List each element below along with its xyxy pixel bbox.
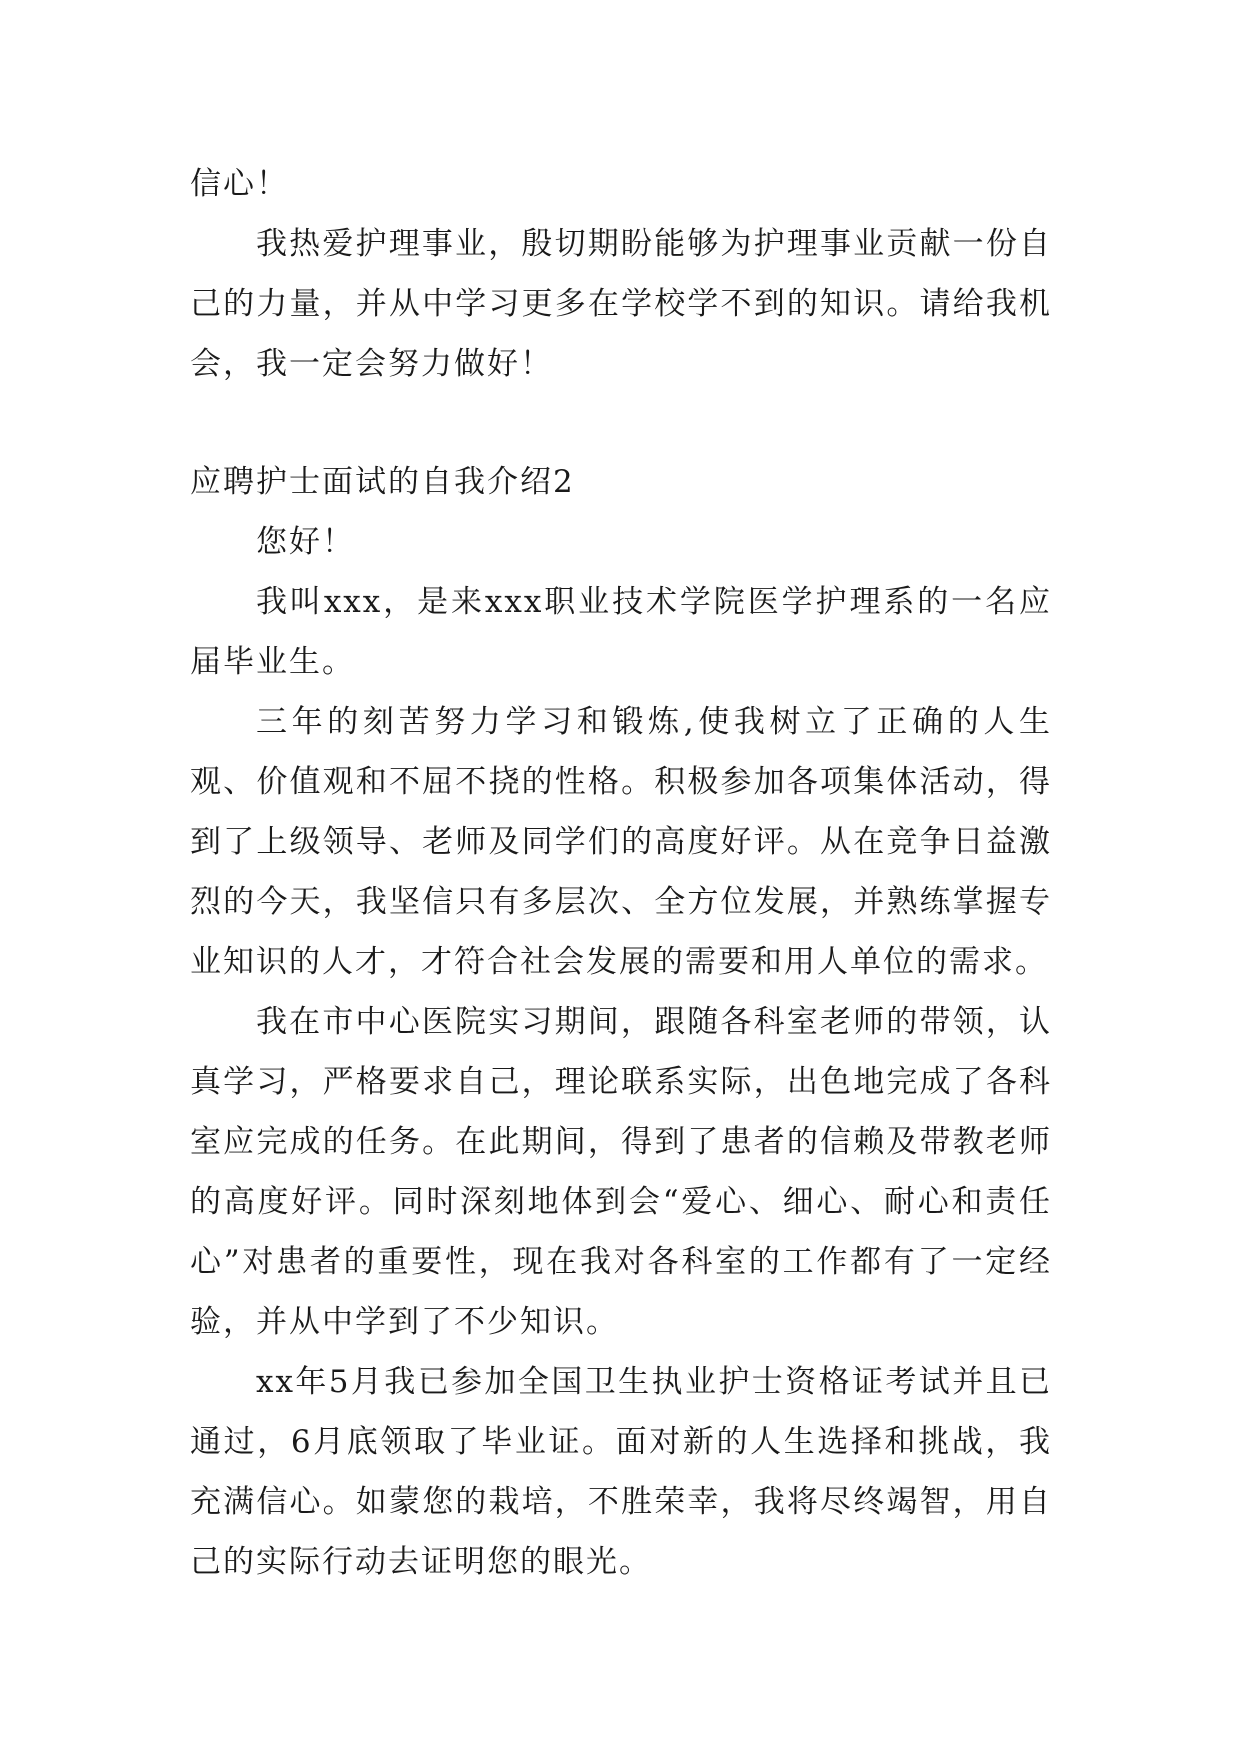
paragraph: xx年5月我已参加全国卫生执业护士资格证考试并且已通过，6月底领取了毕业证。面对新的人生选择和挑战，我充满信心。如蒙您的栽培，不胜荣幸，我将尽终竭智，用自己的实际行动去证明您的眼光。 [190, 1364, 1052, 1580]
paragraph: 我在市中心医院实习期间，跟随各科室老师的带领，认真学习，严格要求自己，理论联系实际，出色地完成了各科室应完成的任务。在此期间，得到了患者的信赖及带教老师的高度好评。同时深刻地体到会“爱心、细心、耐心和责任心”对患者的重要性，现在我对各科室的工作都有了一定经验，并从中学到了不少知识。 [190, 1004, 1052, 1340]
paragraph-continuation: 信心！ [190, 166, 289, 202]
paragraph-intro-closing: 我热爱护理事业，殷切期盼能够为护理事业贡献一份自己的力量，并从中学习更多在学校学不到的知识。请给我机会，我一定会努力做好！ [190, 226, 1052, 382]
paragraph: 我叫xxx，是来xxx职业技术学院医学护理系的一名应届毕业生。 [190, 584, 1052, 680]
section-title: 应聘护士面试的自我介绍2 [190, 464, 575, 500]
document-body [190, 154, 1052, 1592]
greeting: 您好！ [256, 524, 355, 560]
paragraph: 三年的刻苦努力学习和锻炼,使我树立了正确的人生观、价值观和不屈不挠的性格。积极参加各项集体活动，得到了上级领导、老师及同学们的高度好评。从在竞争日益激烈的今天，我坚信只有多层次、全方位发展，并熟练掌握专业知识的人才，才符合社会发展的需要和用人单位的需求。 [190, 704, 1052, 980]
